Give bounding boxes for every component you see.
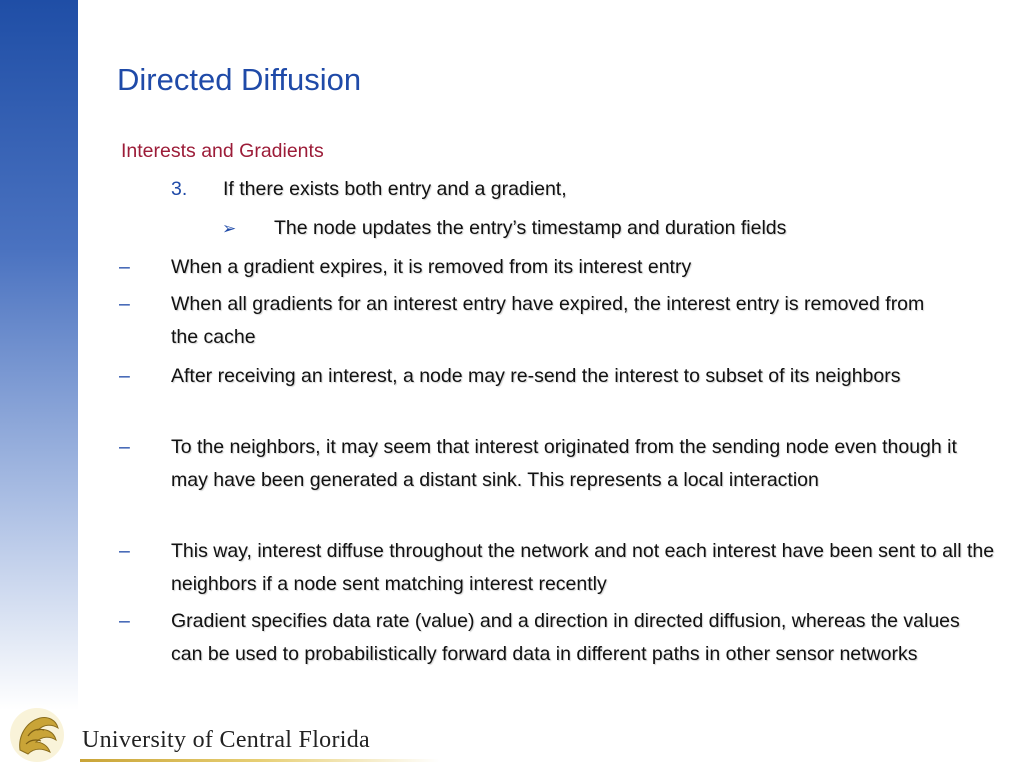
numbered-marker: 3. — [171, 178, 188, 200]
dash-marker: – — [119, 610, 130, 632]
bullet-item: Gradient specifies data rate (value) and a direction in directed diffusion, whereas the values can be used to probabilistically forward data in different paths in other sensor networks — [171, 610, 960, 665]
ucf-pegasus-logo-icon — [8, 706, 66, 764]
arrow-bullet-icon: ➢ — [222, 219, 237, 238]
dash-marker: – — [119, 436, 130, 458]
dash-marker: – — [119, 365, 130, 387]
university-name: University of Central Florida — [82, 727, 370, 753]
footer-banner — [0, 702, 1024, 768]
bullet-item: When a gradient expires, it is removed from its interest entry — [171, 256, 692, 278]
numbered-item-text: If there exists both entry and a gradient, — [223, 178, 567, 200]
slide-title: Directed Diffusion — [117, 62, 362, 97]
section-heading: Interests and Gradients — [121, 140, 324, 162]
bullet-item: After receiving an interest, a node may re-send the interest to subset of its neighbors — [171, 365, 901, 387]
bullet-item: When all gradients for an interest entry have expired, the interest entry is removed from the cache — [171, 293, 925, 348]
footer-gold-rule — [80, 759, 440, 762]
dash-marker: – — [119, 256, 130, 278]
bullet-item: To the neighbors, it may seem that interest originated from the sending node even though it may have been generated a distant sink. This represents a local interaction — [171, 436, 957, 491]
dash-marker: – — [119, 540, 130, 562]
side-gradient-bar — [0, 0, 78, 710]
bullet-item: This way, interest diffuse throughout the network and not each interest have been sent to all the neighbors if a node sent matching interest recently — [171, 540, 995, 595]
dash-marker: – — [119, 293, 130, 315]
arrow-item-text: The node updates the entry’s timestamp and duration fields — [274, 217, 787, 239]
